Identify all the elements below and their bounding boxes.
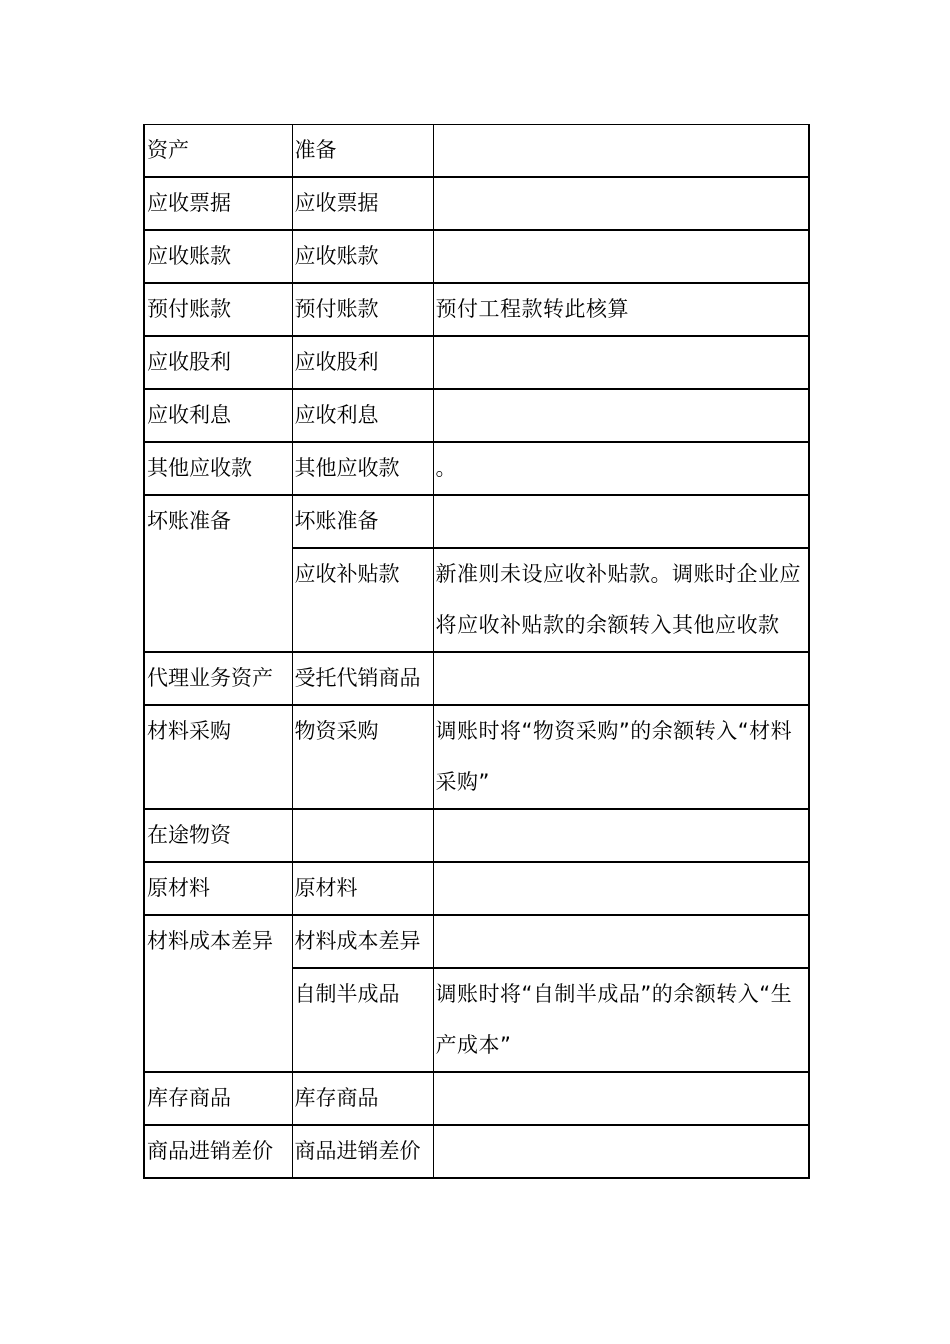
cell-new-account: 应收账款: [144, 230, 292, 283]
cell-note: 新准则未设应收补贴款。调账时企业应将应收补贴款的余额转入其他应收款: [433, 548, 809, 652]
cell-new-account: 其他应收款: [144, 442, 292, 495]
table-row: [144, 1072, 809, 1125]
cell-new-account: 应收股利: [144, 336, 292, 389]
cell-new-account: 原材料: [144, 862, 292, 915]
cell-note: 。: [433, 442, 809, 495]
cell-note: [433, 1072, 809, 1125]
cell-note: [433, 230, 809, 283]
cell-new-account: 应收利息: [144, 389, 292, 442]
cell-note: [433, 652, 809, 705]
cell-old-account: 应收股利: [292, 336, 433, 389]
cell-new-account: 库存商品: [144, 1072, 292, 1125]
cell-note: [433, 389, 809, 442]
cell-old-account: 应收账款: [292, 230, 433, 283]
cell-note: [433, 336, 809, 389]
cell-note: [433, 1125, 809, 1178]
cell-note: [433, 862, 809, 915]
cell-old-account: 应收利息: [292, 389, 433, 442]
table-row: [144, 230, 809, 283]
table-row: [144, 177, 809, 230]
cell-old-account: 自制半成品: [292, 968, 433, 1072]
cell-old-account: 商品进销差价: [292, 1125, 433, 1178]
cell-old-account: 预付账款: [292, 283, 433, 336]
cell-old-account: 受托代销商品: [292, 652, 433, 705]
cell-note: 调账时将“自制半成品”的余额转入“生产成本”: [433, 968, 809, 1072]
cell-note: 预付工程款转此核算: [433, 283, 809, 336]
table-row: [144, 652, 809, 705]
cell-old-account: 坏账准备: [292, 495, 433, 548]
cell-old-account: [292, 809, 433, 862]
cell-old-account: 原材料: [292, 862, 433, 915]
table-row: [144, 336, 809, 389]
cell-note: [433, 125, 809, 178]
table-row: [144, 1125, 809, 1178]
table-row: [144, 442, 809, 495]
cell-note: [433, 809, 809, 862]
cell-new-account: 预付账款: [144, 283, 292, 336]
table-row: [144, 915, 809, 968]
table-row: [144, 125, 809, 178]
cell-new-account: 材料成本差异: [144, 915, 292, 1072]
cell-note: [433, 915, 809, 968]
table-row: [144, 389, 809, 442]
cell-new-account: 在途物资: [144, 809, 292, 862]
cell-new-account: 代理业务资产: [144, 652, 292, 705]
cell-new-account: 材料采购: [144, 705, 292, 809]
cell-old-account: 应收补贴款: [292, 548, 433, 652]
table-row: [144, 705, 809, 809]
table-body: [144, 125, 809, 1179]
cell-note: 调账时将“物资采购”的余额转入“材料采购”: [433, 705, 809, 809]
cell-old-account: 其他应收款: [292, 442, 433, 495]
cell-note: [433, 495, 809, 548]
cell-new-account: 商品进销差价: [144, 1125, 292, 1178]
cell-new-account: 资产: [144, 125, 292, 178]
table-row: [144, 283, 809, 336]
cell-note: [433, 177, 809, 230]
table-row: [144, 495, 809, 548]
table-row: [144, 809, 809, 862]
account-mapping-table: [143, 124, 810, 1179]
cell-old-account: 材料成本差异: [292, 915, 433, 968]
table-row: [144, 862, 809, 915]
cell-old-account: 库存商品: [292, 1072, 433, 1125]
cell-old-account: 准备: [292, 125, 433, 178]
cell-new-account: 坏账准备: [144, 495, 292, 652]
cell-new-account: 应收票据: [144, 177, 292, 230]
cell-old-account: 物资采购: [292, 705, 433, 809]
cell-old-account: 应收票据: [292, 177, 433, 230]
